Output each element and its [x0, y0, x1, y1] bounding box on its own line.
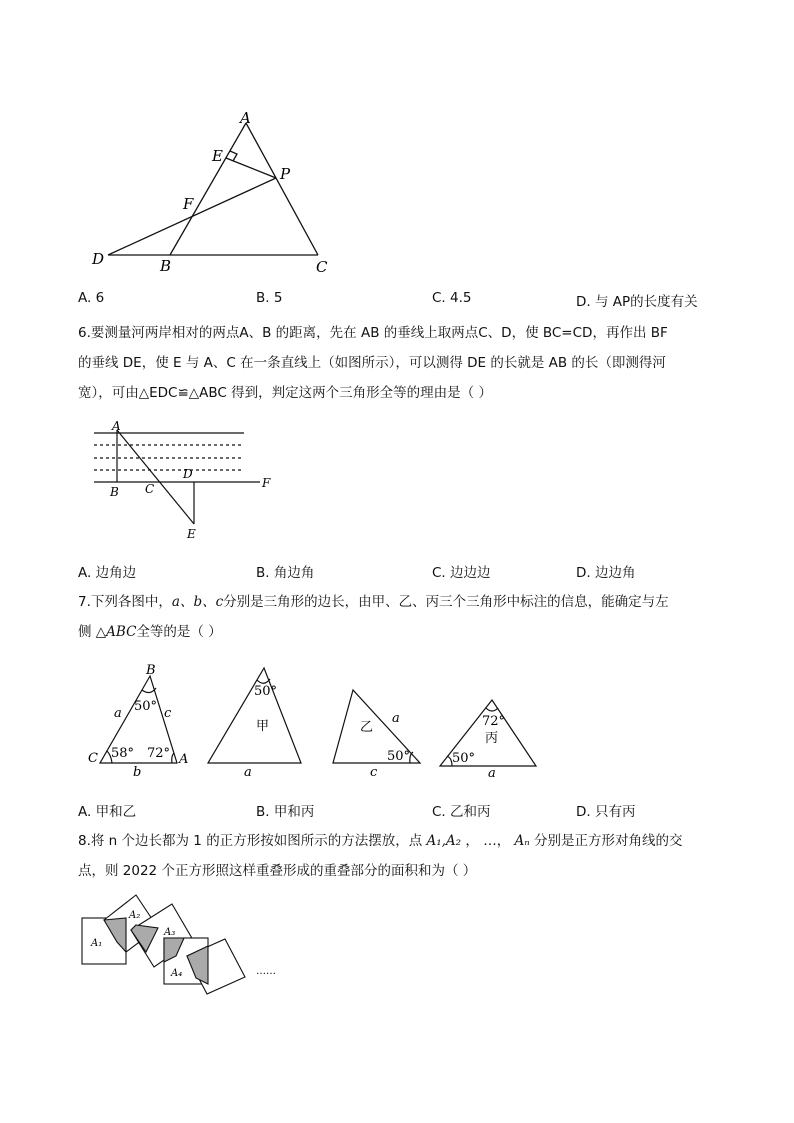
q7-figure [80, 660, 550, 780]
q7-stem-triangle: △ABC [95, 624, 137, 640]
fig5-label-E: E [212, 147, 223, 165]
q7-bing-name: 丙 [485, 731, 499, 746]
fig6-label-F: F [262, 476, 271, 490]
q8-label-A2: A₂ [129, 910, 141, 921]
q8-label-A1: A₁ [91, 938, 103, 949]
q7-yi-side-a: a [392, 711, 400, 726]
q8-ellipsis: …… [256, 966, 276, 977]
q7-stem-prefix: 7.下列各图中， [78, 594, 172, 610]
q5-option-a[interactable]: A. 6 [78, 290, 105, 306]
q7-option-a[interactable]: A. 甲和乙 [78, 804, 137, 820]
q5-option-c[interactable]: C. 4.5 [432, 290, 472, 306]
q8-stem [78, 826, 718, 886]
fig5-label-A: A [240, 109, 251, 127]
q7-bing-angle-left: 50° [452, 751, 476, 766]
q8-stem-prefix: 8.将 n 个边长都为 1 的正方形按如图所示的方法摆放，点 [78, 833, 427, 849]
q8-label-A3: A₃ [164, 927, 176, 938]
q6-option-b[interactable]: B. 角边角 [256, 565, 315, 581]
q7-option-b[interactable]: B. 甲和丙 [256, 804, 315, 820]
fig5-label-C: C [316, 258, 328, 276]
q5-option-d[interactable]: D. 与 AP的长度有关 [576, 294, 698, 310]
q7-bing-angle-top: 72° [482, 714, 506, 729]
fig6-label-D: D [183, 467, 193, 481]
q8-stem-line2: 点，则 2022 个正方形照这样重叠形成的重叠部分的面积和为（ ） [78, 863, 477, 879]
fig5-label-B: B [160, 257, 172, 275]
q6-option-c[interactable]: C. 边边边 [432, 565, 491, 581]
fig6-label-A: A [112, 420, 121, 433]
q7-abc-side-c: c [164, 706, 172, 721]
q7-jia-side: a [244, 765, 252, 780]
q7-abc-side-b: b [133, 765, 142, 780]
q7-stem-vars: a、b、c [171, 594, 224, 610]
q7-yi-side-c: c [370, 765, 378, 780]
q7-stem-suffix: 分别是三角形的边长，由甲、乙、丙三个三角形中标注的信息，能确定与左 [223, 594, 669, 610]
q6-option-a[interactable]: A. 边角边 [78, 565, 137, 581]
fig5-label-D: D [92, 250, 105, 268]
q6-stem-line: 的垂线 DE，使 E 与 A、C 在一条直线上（如图所示），可以测得 DE 的长就是 AB 的长（即测得河 [78, 355, 666, 371]
q8-stem-mid: ， …， [461, 833, 515, 849]
q8-figure [76, 890, 296, 1002]
q7-yi-name: 乙 [360, 720, 374, 735]
q8-label-A4: A₄ [171, 968, 183, 979]
fig5-label-P: P [280, 165, 291, 183]
q7-option-c[interactable]: C. 乙和丙 [432, 804, 491, 820]
fig6-label-B: B [110, 485, 119, 499]
q8-stem-points: A₁,A₂ [426, 833, 462, 849]
q8-stem-suffix: 分别是正方形对角线的交 [529, 833, 683, 849]
q7-yi-angle: 50° [387, 749, 411, 764]
q8-stem-an: Aₙ [514, 833, 530, 849]
q6-stem-line: 6.要测量河两岸相对的两点A、B 的距离，先在 AB 的垂线上取两点C、D，使 BC=CD，再作出 BF [78, 325, 668, 341]
q6-stem-line: 宽），可由△EDC≌△ABC 得到，判定这两个三角形全等的理由是（ ） [78, 385, 492, 401]
q7-abc-label-B: B [146, 663, 156, 678]
fig6-label-E: E [187, 527, 196, 541]
q6-figure [88, 420, 288, 545]
q7-bing-side: a [488, 766, 496, 780]
q7-jia-name: 甲 [256, 719, 270, 734]
q7-abc-label-C: C [88, 751, 98, 766]
q6-stem [78, 318, 718, 408]
fig5-label-F: F [183, 195, 194, 213]
q7-jia-angle: 50° [254, 684, 278, 699]
q7-abc-label-A: A [179, 752, 189, 767]
fig6-label-C: C [145, 482, 155, 496]
q7-abc-side-a: a [114, 706, 122, 721]
q7-option-d[interactable]: D. 只有丙 [576, 804, 636, 820]
q5-option-b[interactable]: B. 5 [256, 290, 283, 306]
q7-stem-suffix2: 全等的是（ ） [136, 624, 222, 640]
q7-abc-angle-B: 50° [134, 699, 158, 714]
q7-stem-prefix2: 侧 [78, 624, 96, 640]
q7-stem [78, 587, 718, 647]
q7-abc-angle-C: 58° [111, 746, 135, 761]
q6-option-d[interactable]: D. 边边角 [576, 565, 636, 581]
q7-abc-angle-A: 72° [147, 746, 171, 761]
q5-figure [80, 105, 340, 280]
